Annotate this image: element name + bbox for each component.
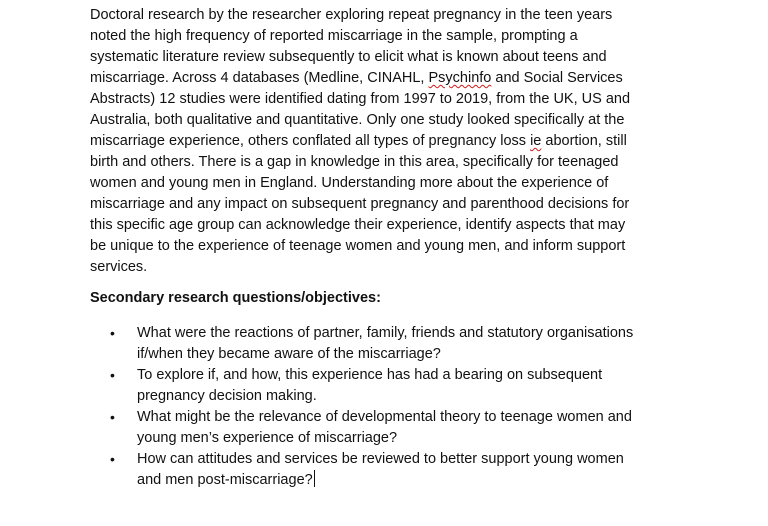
bullet-item[interactable] xyxy=(110,323,730,365)
paragraph-text: miscarriage. Across 4 databases (Medline, CINAHL, xyxy=(90,70,429,86)
paragraph-line xyxy=(90,68,690,89)
text-cursor xyxy=(314,470,315,487)
paragraph-line: birth and others. There is a gap in knowledge in this area, specifically for teenaged xyxy=(90,154,619,170)
bullet-item[interactable] xyxy=(110,407,730,449)
paragraph-line: services. xyxy=(90,259,148,275)
paragraph-text: abortion, still xyxy=(541,133,627,149)
paragraph-line: this specific age group can acknowledge their experience, identify aspects that may xyxy=(90,217,626,233)
bullet-icon: • xyxy=(110,451,115,467)
bullet-icon: • xyxy=(110,325,115,341)
bullet-text: and men post-miscarriage? xyxy=(137,472,313,488)
bullet-icon: • xyxy=(110,367,115,383)
paragraph-line: miscarriage and any impact on subsequent pregnancy and parenthood decisions for xyxy=(90,196,630,212)
bullet-text: young men’s experience of miscarriage? xyxy=(137,430,398,446)
bullet-text: What were the reactions of partner, family, friends and statutory organisations xyxy=(137,325,634,341)
bullet-text: pregnancy decision making. xyxy=(137,388,317,404)
paragraph-line: be unique to the experience of teenage women and young men, and inform support xyxy=(90,238,626,254)
bullet-text: How can attitudes and services be reviewed to better support young women xyxy=(137,451,624,467)
bullet-text: To explore if, and how, this experience has had a bearing on subsequent xyxy=(137,367,603,383)
bullet-list[interactable] xyxy=(110,323,730,491)
spellcheck-flagged-word[interactable]: ie xyxy=(530,133,542,149)
bullet-line-last xyxy=(137,470,730,491)
paragraph-line: women and young men in England. Understanding more about the experience of xyxy=(90,175,609,191)
paragraph-line: Abstracts) 12 studies were identified dating from 1997 to 2019, from the UK, US and xyxy=(90,91,631,107)
paragraph-line: systematic literature review subsequently to elicit what is known about teens and xyxy=(90,49,607,65)
paragraph-line: Australia, both qualitative and quantitative. Only one study looked specifically at the xyxy=(90,112,625,128)
paragraph-line: noted the high frequency of reported miscarriage in the sample, prompting a xyxy=(90,28,578,44)
bullet-item[interactable] xyxy=(110,449,730,491)
paragraph-line xyxy=(90,131,690,152)
paragraph-line: Doctoral research by the researcher exploring repeat pregnancy in the teen years xyxy=(90,7,613,23)
bullet-text: What might be the relevance of developmental theory to teenage women and xyxy=(137,409,632,425)
bullet-item[interactable] xyxy=(110,365,730,407)
document-paragraph[interactable] xyxy=(90,5,690,278)
bullet-text: if/when they became aware of the miscarriage? xyxy=(137,346,441,362)
section-heading: Secondary research questions/objectives: xyxy=(90,290,381,306)
spellcheck-flagged-word[interactable]: Psychinfo xyxy=(428,70,492,86)
bullet-icon: • xyxy=(110,409,115,425)
paragraph-text: and Social Services xyxy=(491,70,623,86)
paragraph-text: miscarriage experience, others conflated all types of pregnancy loss xyxy=(90,133,531,149)
